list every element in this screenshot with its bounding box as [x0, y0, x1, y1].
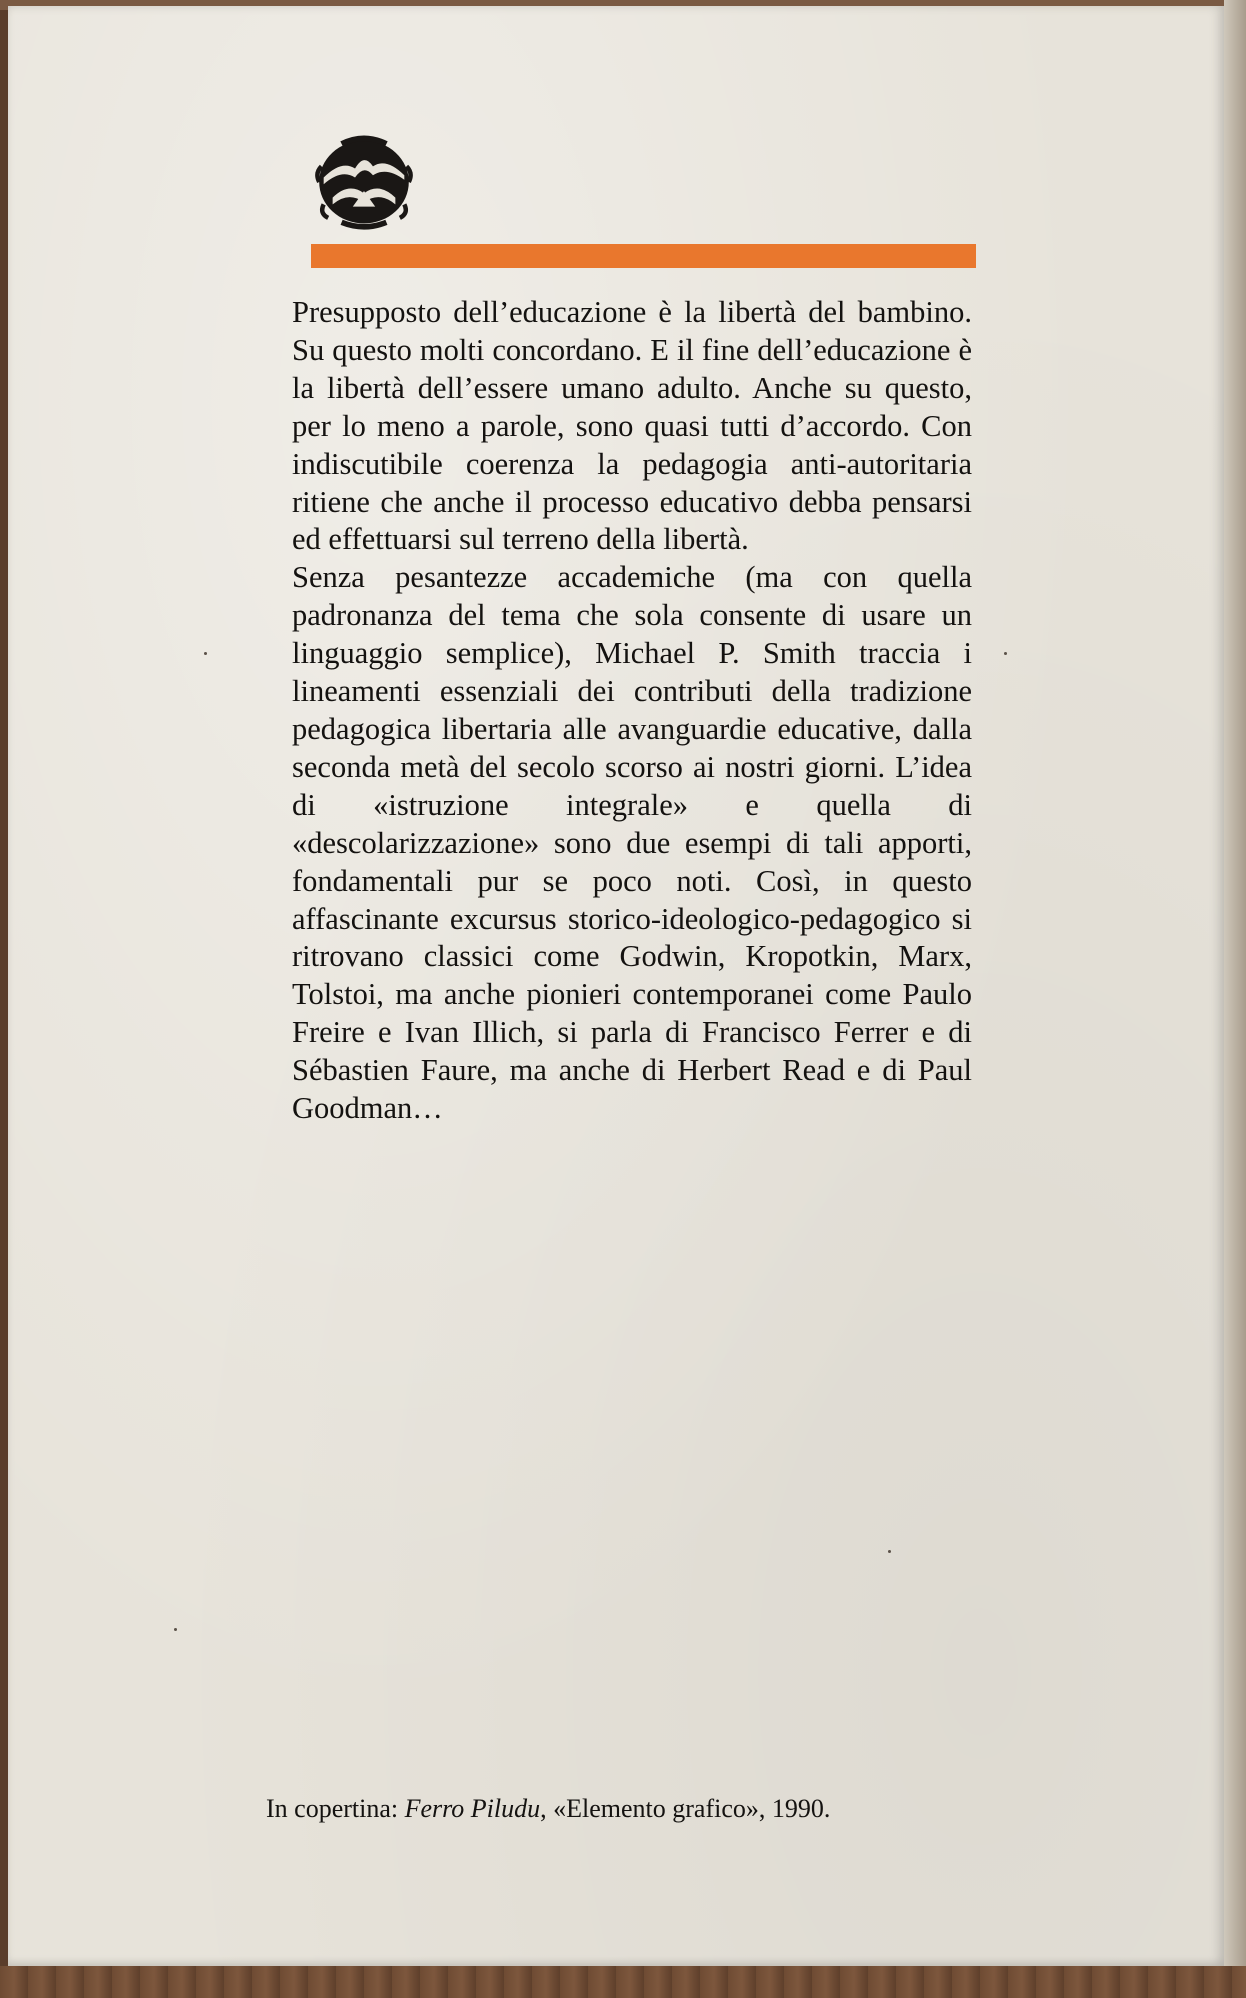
cover-credit-prefix: In copertina:	[266, 1794, 405, 1823]
paper-speck	[1004, 652, 1007, 655]
table-edge-bottom	[0, 1966, 1246, 1998]
paper-speck	[174, 1628, 177, 1631]
cover-credit	[266, 1794, 966, 1824]
paper-speck	[204, 652, 207, 655]
blurb-text	[292, 294, 972, 1128]
accent-bar	[311, 244, 976, 268]
cover-credit-suffix: , «Elemento grafico», 1990.	[540, 1794, 831, 1823]
table-edge-right	[1224, 0, 1246, 1998]
back-cover	[8, 6, 1224, 1966]
cover-credit-artist: Ferro Piludu	[404, 1794, 541, 1823]
blurb-paragraph-1: Presupposto dell’educazione è la libertà del bambino. Su questo molti concordano. E il fine dell’educazione è la libertà dell’essere umano adulto. Anche su questo, per lo meno a parole, sono quasi tutti d’accordo. Con indiscutibile coerenza la pedagogia anti-autoritaria ritiene che anche il processo educativo debba pensarsi ed effettuarsi sul terreno della libertà.	[292, 295, 972, 557]
publisher-emblem-icon	[308, 126, 420, 238]
blurb-paragraph-2: Senza pesantezze accademiche (ma con quella padronanza del tema che sola consente di usare un linguaggio semplice), Michael P. Smith traccia i lineamenti essenziali dei contributi della tradizione pedagogica libertaria alle avanguardie educative, dalla seconda metà del secolo scorso ai nostri giorni. L’idea di «istruzione integrale» e quella di «descolarizzazione» sono due esempi di tali apporti, fondamentali pur se poco noti. Così, in questo affascinante excursus storico-ideologico-pedagogico si ritrovano classici come Godwin, Kropotkin, Marx, Tolstoi, ma anche pionieri contemporanei come Paulo Freire e Ivan Illich, si parla di Francisco Ferrer e di Sébastien Faure, ma anche di Herbert Read e di Paul Goodman…	[292, 560, 972, 1126]
paper-speck	[888, 1550, 891, 1553]
